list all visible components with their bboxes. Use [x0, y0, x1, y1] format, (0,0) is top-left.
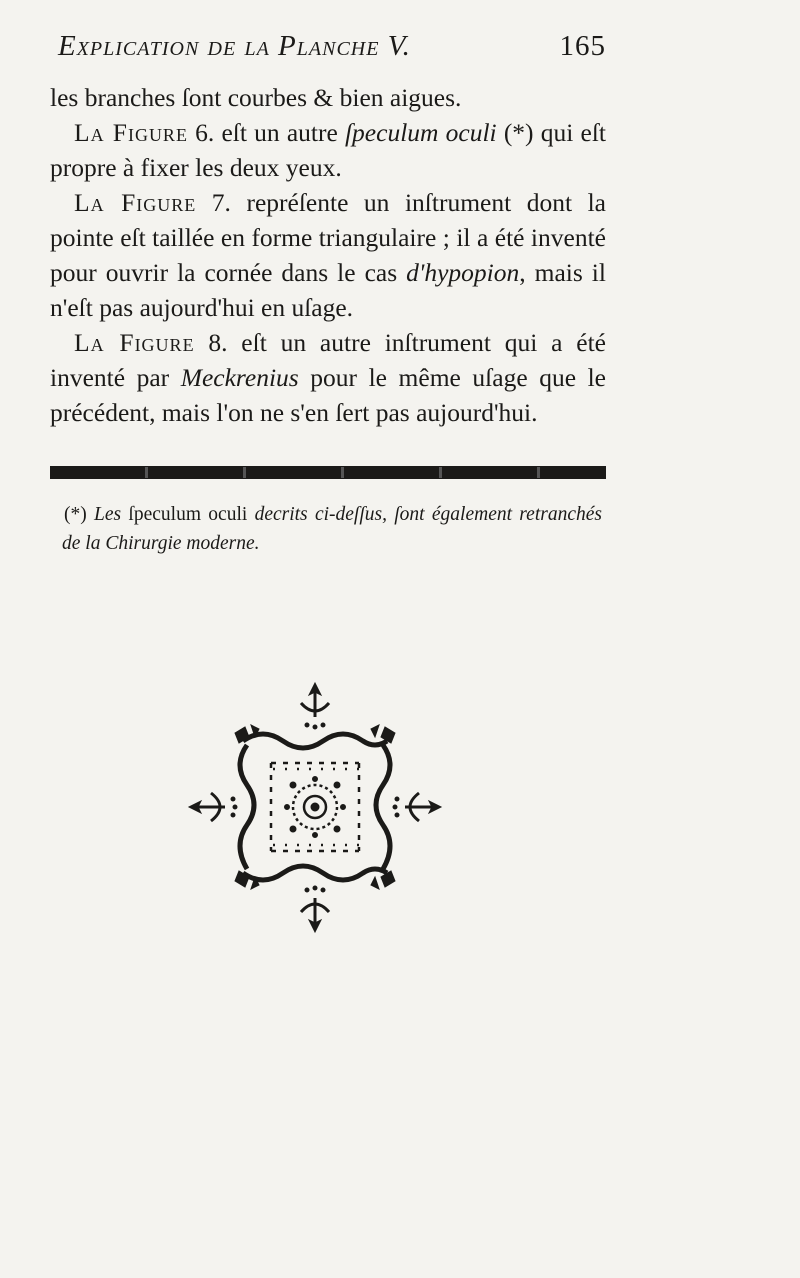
ornamental-rule [50, 466, 606, 479]
fleuron-ornament-icon [185, 675, 445, 940]
figure-7-text-a: 7. repréſente un inſtrument dont la pointe eſt taillée en forme triangulaire ; il a été inventé pour ouvrir la cornée dans le cas [50, 188, 606, 287]
figure-6-text-a: 6. eſt un autre [187, 118, 345, 147]
figure-8-text-b: pour le même uſage que le précédent, mais l'on ne s'en ſert pas aujourd'hui. [50, 363, 606, 427]
paragraph-figure-8 [50, 325, 606, 430]
footnote-italic-a: Les [86, 504, 122, 525]
running-head-title: Explication de la Planche V. [58, 30, 411, 62]
footnote [62, 500, 602, 558]
figure-7-italic: d'hypopion [406, 258, 520, 287]
running-head [58, 30, 606, 63]
figure-7-text-b: , mais il n'eſt pas aujourd'hui en uſage. [50, 258, 606, 322]
figure-6-italic: ſpeculum oculi [344, 118, 497, 147]
figure-8-text-a: 8. eſt un autre inſtrument qui a été inventé par [50, 328, 606, 392]
figure-8-italic: Meckrenius [180, 363, 299, 392]
figure-7-lead: La Figure [74, 188, 197, 217]
footnote-marker: (*) [64, 504, 87, 525]
figure-8-lead: La Figure [74, 328, 195, 357]
figure-6-lead: La Figure [74, 118, 188, 147]
footnote-italic-b: decrits ci-deſſus, ſont également retranchés de la Chirurgie moderne. [62, 504, 602, 554]
footnote-roman: ſpeculum oculi [121, 504, 255, 525]
body-text [50, 80, 606, 430]
paragraph-figure-6 [50, 115, 606, 185]
page-number: 165 [559, 30, 606, 62]
paragraph-figure-7 [50, 185, 606, 325]
figure-6-text-b: (*) qui eſt propre à fixer les deux yeux. [50, 118, 606, 182]
paragraph-continuation: les branches ſont courbes & bien aigues. [50, 83, 462, 112]
